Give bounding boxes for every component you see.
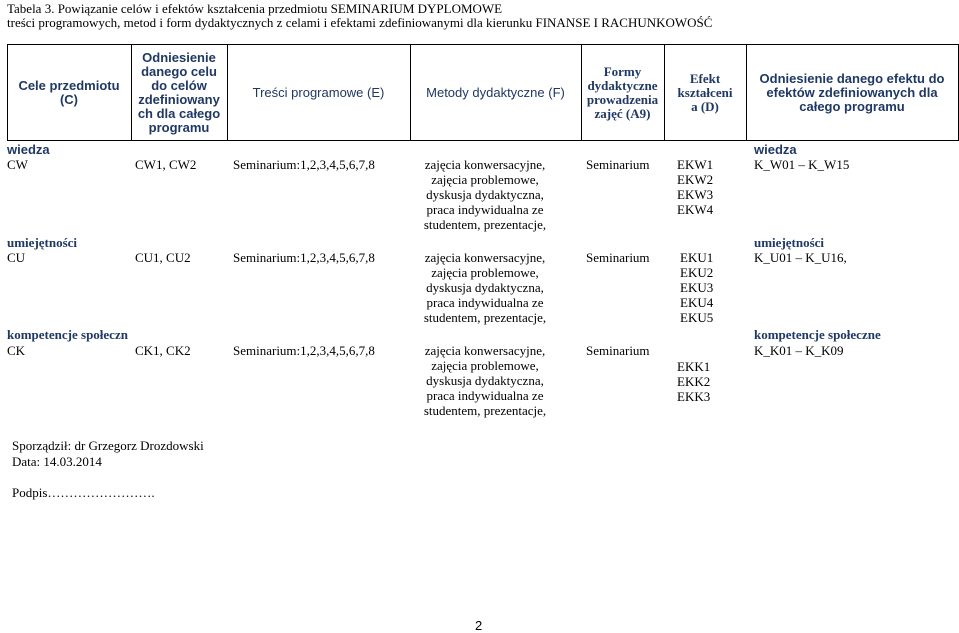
header-odniesienie-efektu: Odniesienie danego efektu do efektów zdefiniowanych dla całego programu	[759, 71, 945, 114]
metody-ck: zajęcia konwersacyjne, zajęcia problemowe, dyskusja dydaktyczna, praca indywidualna ze studentem, prezentacje,	[423, 343, 547, 418]
odniesienie-efektu-cw: K_W01 – K_W15	[754, 157, 850, 172]
formy-cw: Seminarium	[586, 157, 650, 172]
odniesienie-cw: CW1, CW2	[135, 157, 197, 172]
header-tresci: Treści programowe (E)	[252, 85, 385, 100]
section-right-label-wiedza: wiedza	[754, 142, 797, 157]
metody-cu: zajęcia konwersacyjne, zajęcia problemowe, dyskusja dydaktyczna, praca indywidualna ze studentem, prezentacje,	[423, 250, 547, 325]
header-cele: Cele przedmiotu (C)	[18, 78, 120, 107]
table-caption: Tabela 3. Powiązanie celów i efektów kształcenia przedmiotu SEMINARIUM DYPLOMOWE	[7, 1, 503, 16]
page-number: 2	[475, 618, 483, 633]
header-efekt: Efekt kształceni a (D)	[677, 71, 733, 114]
cel-cu: CU	[7, 250, 26, 265]
header-metody: Metody dydaktyczne (F)	[426, 85, 565, 100]
section-label-wiedza: wiedza	[7, 142, 50, 157]
section-right-label-umiejetnosci: umiejętności	[754, 235, 825, 250]
efekty-cu: EKU1 EKU2 EKU3 EKU4 EKU5	[680, 250, 714, 325]
signature-line: Podpis…………………….	[12, 485, 155, 500]
formy-ck: Seminarium	[586, 343, 650, 358]
cel-cw: CW	[7, 157, 28, 172]
efekty-cw: EKW1 EKW2 EKW3 EKW4	[677, 157, 714, 217]
section-label-kompetencje: kompetencje społeczn	[7, 327, 128, 342]
date: Data: 14.03.2014	[12, 454, 102, 469]
metody-cw: zajęcia konwersacyjne, zajęcia problemowe, dyskusja dydaktyczna, praca indywidualna ze studentem, prezentacje,	[423, 157, 547, 232]
header-odniesienie-celu: Odniesienie danego celu do celów zdefiniowany ch dla całego programu	[137, 50, 221, 135]
cel-ck: CK	[7, 343, 26, 358]
odniesienie-efektu-cu: K_U01 – K_U16,	[754, 250, 847, 265]
section-label-umiejetnosci: umiejętności	[7, 235, 78, 250]
tresci-cu: Seminarium:1,2,3,4,5,6,7,8	[233, 250, 375, 265]
header-formy: Formy dydaktyczne prowadzenia zajęć (A9)	[586, 64, 659, 121]
prepared-by: Sporządził: dr Grzegorz Drozdowski	[12, 438, 204, 453]
section-right-label-kompetencje: kompetencje społeczne	[754, 327, 881, 342]
odniesienie-ck: CK1, CK2	[135, 343, 191, 358]
odniesienie-efektu-ck: K_K01 – K_K09	[754, 343, 844, 358]
table-subcaption: treści programowych, metod i form dydaktycznych z celami i efektami zdefiniowanymi dla kierunku FINANSE I RACHUNKOWOŚĆ	[7, 15, 713, 30]
tresci-cw: Seminarium:1,2,3,4,5,6,7,8	[233, 157, 375, 172]
odniesienie-cu: CU1, CU2	[135, 250, 191, 265]
tresci-ck: Seminarium:1,2,3,4,5,6,7,8	[233, 343, 375, 358]
formy-cu: Seminarium	[586, 250, 650, 265]
efekty-ck: EKK1 EKK2 EKK3	[677, 359, 711, 404]
